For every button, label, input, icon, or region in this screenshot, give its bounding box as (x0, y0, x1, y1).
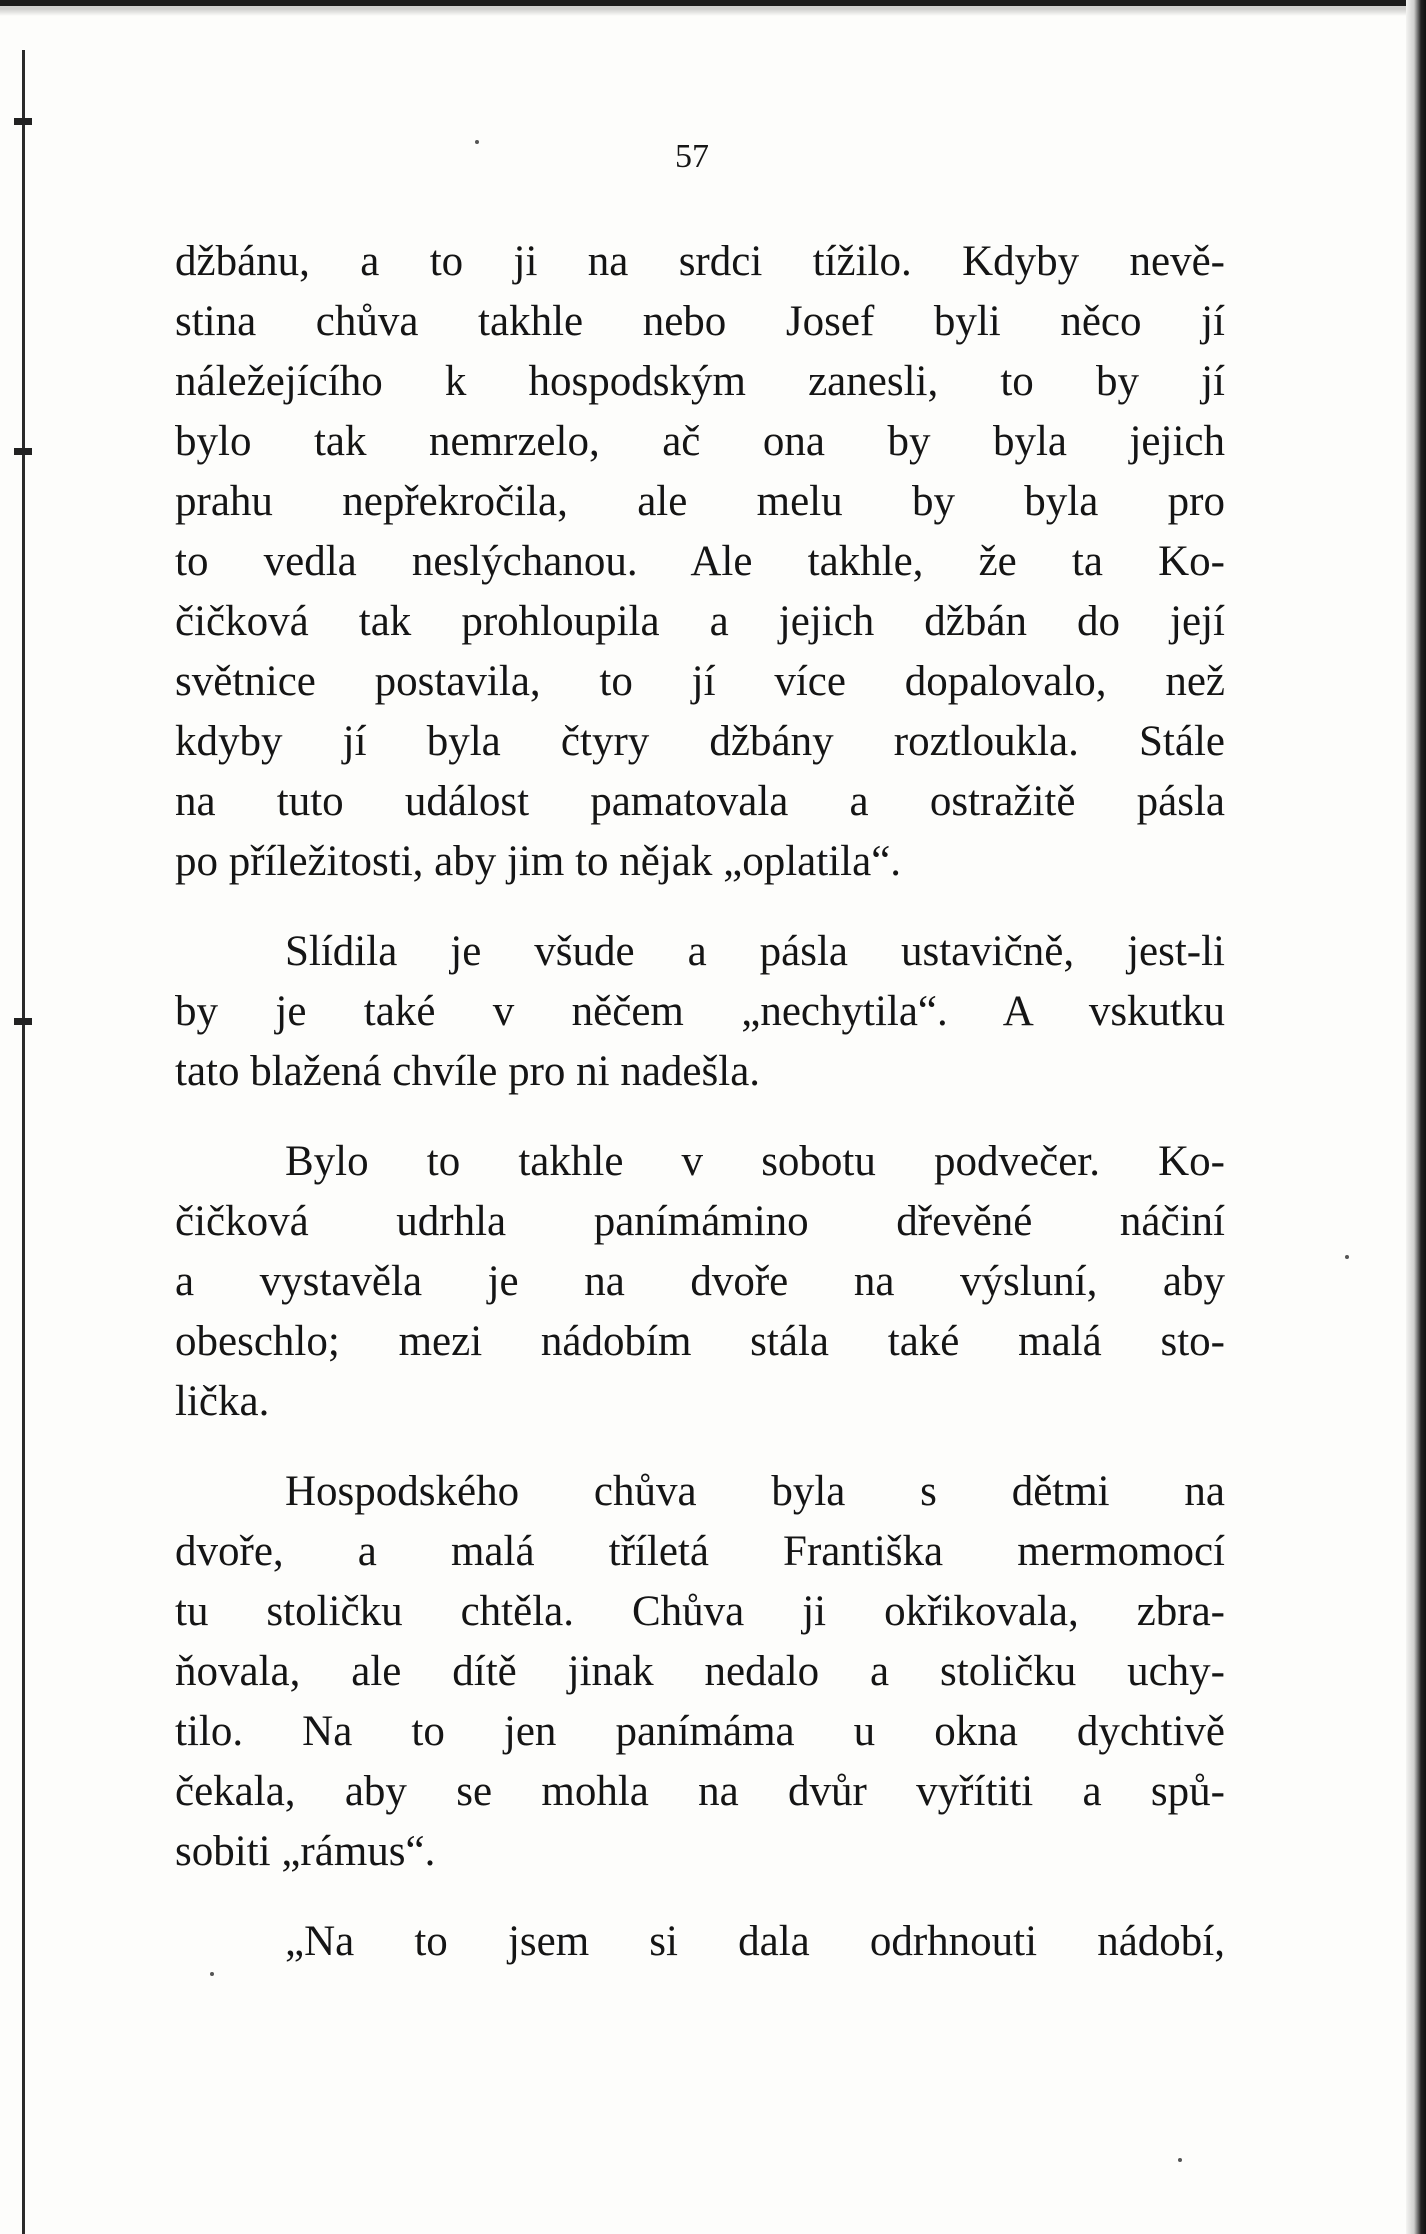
page-spine-edge (22, 50, 25, 2234)
page-number: 57 (675, 138, 709, 175)
spine-mark (14, 448, 32, 455)
paper-speck (210, 1972, 214, 1976)
text-line: bylo tak nemrzelo, ač ona by byla jejich (175, 418, 1225, 465)
text-line: ňovala, ale dítě jinak nedalo a stoličku uchy- (175, 1648, 1225, 1695)
text-line: sobiti „rámus“. (175, 1828, 436, 1875)
text-line: a vystavěla je na dvoře na výsluní, aby (175, 1258, 1225, 1305)
text-line: světnice postavila, to jí více dopalovalo, než (175, 658, 1225, 705)
paragraph (175, 922, 1225, 1102)
text-line: na tuto událost pamatovala a ostražitě pásla (175, 778, 1225, 825)
paper-speck (475, 140, 479, 144)
paper-speck (1345, 1255, 1349, 1259)
text-line: stina chůva takhle nebo Josef byli něco jí (175, 298, 1225, 345)
text-line: tilo. Na to jen panímáma u okna dychtivě (175, 1708, 1225, 1755)
paragraph (175, 1912, 1225, 1972)
text-line: čičková udrhla panímámino dřevěné náčiní (175, 1198, 1225, 1245)
text-line: prahu nepřekročila, ale melu by byla pro (175, 478, 1225, 525)
text-line: tu stoličku chtěla. Chůva ji okřikovala, zbra- (175, 1588, 1225, 1635)
text-line: čičková tak prohloupila a jejich džbán do její (175, 598, 1225, 645)
text-line: „Na to jsem si dala odrhnouti nádobí, (285, 1918, 1225, 1965)
text-line: tato blažená chvíle pro ni nadešla. (175, 1048, 761, 1095)
text-line: džbánu, a to ji na srdci tížilo. Kdyby nevě- (175, 238, 1225, 285)
text-line: lička. (175, 1378, 270, 1425)
paper-speck (1178, 2158, 1182, 2162)
body-text (175, 232, 1225, 1972)
paragraph (175, 232, 1225, 892)
spine-mark (14, 118, 32, 125)
scan-right-edge (1406, 0, 1426, 2234)
text-line: čekala, aby se mohla na dvůr vyřítiti a spů- (175, 1768, 1225, 1815)
scan-top-edge (0, 0, 1426, 16)
spine-mark (14, 1018, 32, 1025)
text-line: to vedla neslýchanou. Ale takhle, že ta Ko- (175, 538, 1225, 585)
text-line: Hospodského chůva byla s dětmi na (285, 1468, 1225, 1515)
text-line: kdyby jí byla čtyry džbány roztloukla. Stále (175, 718, 1225, 765)
text-line: Bylo to takhle v sobotu podvečer. Ko- (285, 1138, 1225, 1185)
text-line: obeschlo; mezi nádobím stála také malá sto- (175, 1318, 1225, 1365)
paragraph (175, 1462, 1225, 1882)
text-line: náležejícího k hospodským zanesli, to by jí (175, 358, 1225, 405)
paragraph (175, 1132, 1225, 1432)
text-line: po příležitosti, aby jim to nějak „oplatila“. (175, 838, 902, 885)
text-line: Slídila je všude a pásla ustavičně, jest-li (285, 928, 1225, 975)
text-line: dvoře, a malá tříletá Františka mermomocí (175, 1528, 1225, 1575)
text-line: by je také v něčem „nechytila“. A vskutku (175, 988, 1225, 1035)
